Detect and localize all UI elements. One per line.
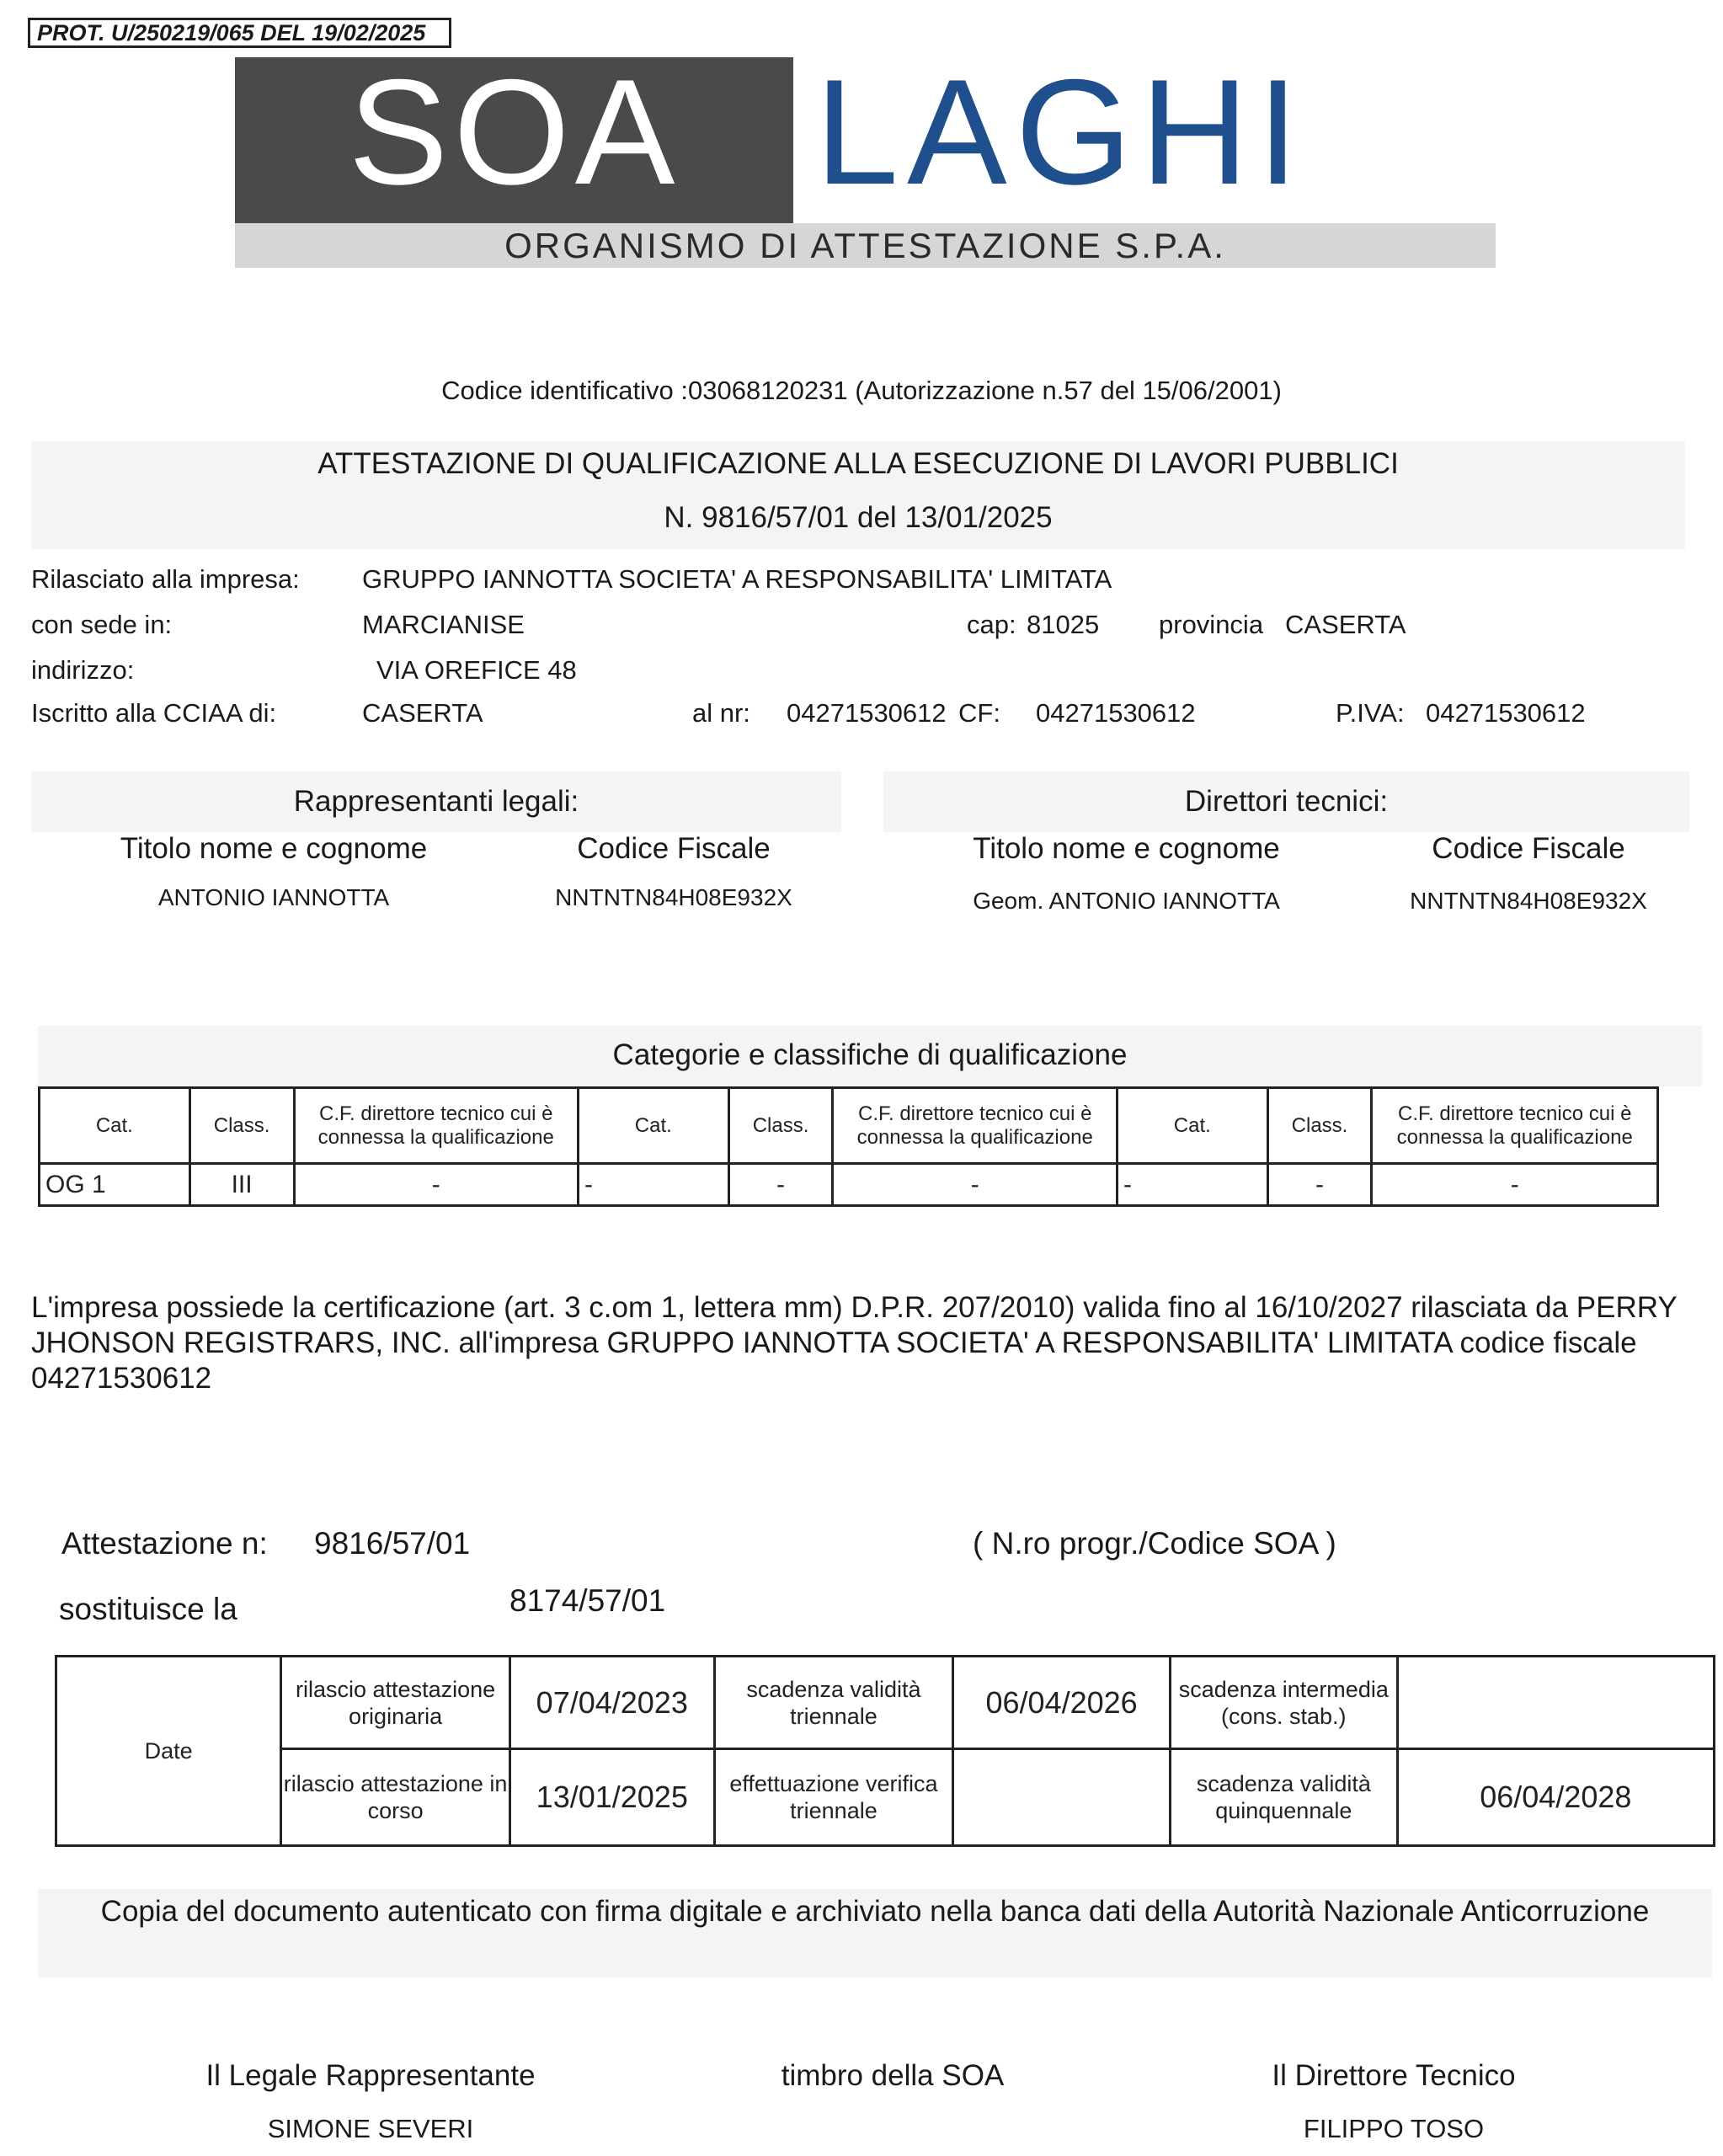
dates-row-2: [56, 1749, 1715, 1846]
seat-label: con sede in:: [31, 610, 173, 639]
legal-reps-heading: Rappresentanti legali:: [293, 785, 579, 818]
logo-laghi-text: LAGHI: [815, 48, 1308, 216]
soa-stamp-label: timbro della SOA: [781, 2059, 1005, 2092]
cat-header: Cat.: [578, 1088, 728, 1164]
replaces-value: 8174/57/01: [509, 1583, 666, 1618]
class-cell: III: [189, 1164, 294, 1206]
triennial-check-label: effettuazione verifica triennale: [714, 1749, 953, 1846]
attestation-value: 9816/57/01: [314, 1526, 471, 1561]
cciaa-value: CASERTA: [362, 698, 483, 728]
nr-label: al nr:: [692, 698, 750, 728]
dates-label: Date: [56, 1657, 281, 1846]
cf-director-cell: -: [1372, 1164, 1658, 1206]
intermediate-expiry-date: [1397, 1657, 1714, 1749]
intermediate-expiry-label: scadenza intermedia (cons. stab.): [1170, 1657, 1397, 1749]
cf-value: 04271530612: [1036, 698, 1196, 728]
tech-directors-col-name: Titolo nome e cognome: [973, 832, 1280, 865]
cf-director-header: C.F. direttore tecnico cui è connessa la qualificazione: [833, 1088, 1117, 1164]
cap-value: 81025: [1027, 610, 1100, 639]
triennial-check-date: [953, 1749, 1171, 1846]
certification-text: L'impresa possiede la certificazione (art. 3 c.om 1, lettera mm) D.P.R. 207/2010) valida fino al 16/10/2027 rilasciata da PERRY JHONSON REGISTRARS, INC. all'impresa GRUPPO IANNOTTA SOCIETA' A RESPONSABILITA' LIMITATA codice fiscale 04271530612: [31, 1291, 1678, 1395]
legal-rep-signature-label: Il Legale Rappresentante: [205, 2059, 536, 2092]
class-cell: -: [728, 1164, 833, 1206]
cf-director-cell: -: [833, 1164, 1117, 1206]
tech-director-name: Geom. ANTONIO IANNOTTA: [973, 888, 1280, 914]
categories-heading: Categorie e classifiche di qualificazione: [612, 1038, 1128, 1071]
seat-value: MARCIANISE: [362, 610, 525, 639]
legal-rep-signature-name: SIMONE SEVERI: [267, 2114, 474, 2143]
address-label: indirizzo:: [31, 655, 135, 685]
nr-value: 04271530612: [787, 698, 947, 728]
cf-director-header: C.F. direttore tecnico cui è connessa la qualificazione: [294, 1088, 578, 1164]
triennial-expiry-date: 06/04/2026: [953, 1657, 1171, 1749]
cap-label: cap:: [967, 610, 1016, 639]
current-release-date: 13/01/2025: [509, 1749, 714, 1846]
province-value: CASERTA: [1285, 610, 1406, 639]
dates-row-1: [56, 1657, 1715, 1749]
quinquennial-expiry-label: scadenza validità quinquennale: [1170, 1749, 1397, 1846]
category-cell: OG 1: [40, 1164, 190, 1206]
original-release-date: 07/04/2023: [509, 1657, 714, 1749]
protocol-stamp: PROT. U/250219/065 DEL 19/02/2025: [28, 18, 451, 48]
category-cell: -: [1117, 1164, 1267, 1206]
copy-note: Copia del documento autenticato con firma digitale e archiviato nella banca dati della Autorità Nazionale Anticorruzione: [100, 1895, 1650, 1928]
original-release-label: rilascio attestazione originaria: [281, 1657, 510, 1749]
legal-reps-col-name: Titolo nome e cognome: [120, 832, 428, 865]
current-release-label: rilascio attestazione in corso: [281, 1749, 510, 1846]
issued-value: GRUPPO IANNOTTA SOCIETA' A RESPONSABILITA' LIMITATA: [362, 564, 1112, 594]
tech-directors-col-cf: Codice Fiscale: [1432, 832, 1625, 865]
class-header: Class.: [1267, 1088, 1372, 1164]
tech-director-signature-name: FILIPPO TOSO: [1303, 2114, 1485, 2143]
issued-label: Rilasciato alla impresa:: [31, 564, 300, 594]
identifier-line: Codice identificativo :03068120231 (Autorizzazione n.57 del 15/06/2001): [441, 376, 1282, 405]
tech-directors-heading: Direttori tecnici:: [1184, 785, 1389, 818]
cf-director-cell: -: [294, 1164, 578, 1206]
legal-rep-cf: NNTNTN84H08E932X: [555, 884, 792, 910]
replaces-label: sostituisce la: [59, 1592, 237, 1626]
table-row: [40, 1164, 1658, 1206]
class-header: Class.: [728, 1088, 833, 1164]
legal-rep-name: ANTONIO IANNOTTA: [157, 884, 390, 910]
logo-soa-text: SOA: [348, 48, 680, 216]
attestation-label: Attestazione n:: [61, 1526, 268, 1561]
triennial-expiry-label: scadenza validità triennale: [714, 1657, 953, 1749]
cat-header: Cat.: [1117, 1088, 1267, 1164]
attestation-note: ( N.ro progr./Codice SOA ): [973, 1526, 1336, 1561]
categories-table: [38, 1086, 1659, 1207]
tech-director-cf: NNTNTN84H08E932X: [1410, 888, 1647, 914]
categories-header-row: [40, 1088, 1658, 1164]
cf-director-header: C.F. direttore tecnico cui è connessa la qualificazione: [1372, 1088, 1658, 1164]
title-line-1: ATTESTAZIONE DI QUALIFICAZIONE ALLA ESECUZIONE DI LAVORI PUBBLICI: [317, 447, 1399, 480]
piva-label: P.IVA:: [1336, 698, 1405, 728]
province-label: provincia: [1159, 610, 1264, 639]
title-line-2: N. 9816/57/01 del 13/01/2025: [664, 501, 1053, 534]
legal-reps-col-cf: Codice Fiscale: [577, 832, 771, 865]
quinquennial-expiry-date: 06/04/2028: [1397, 1749, 1714, 1846]
class-header: Class.: [189, 1088, 294, 1164]
address-value: VIA OREFICE 48: [376, 655, 577, 685]
logo-subtitle: ORGANISMO DI ATTESTAZIONE S.P.A.: [504, 226, 1226, 265]
cf-label: CF:: [958, 698, 1000, 728]
class-cell: -: [1267, 1164, 1372, 1206]
cciaa-label: Iscritto alla CCIAA di:: [31, 698, 277, 728]
piva-value: 04271530612: [1426, 698, 1586, 728]
tech-director-signature-label: Il Direttore Tecnico: [1272, 2059, 1516, 2092]
dates-table: [55, 1655, 1715, 1847]
category-cell: -: [578, 1164, 728, 1206]
cat-header: Cat.: [40, 1088, 190, 1164]
